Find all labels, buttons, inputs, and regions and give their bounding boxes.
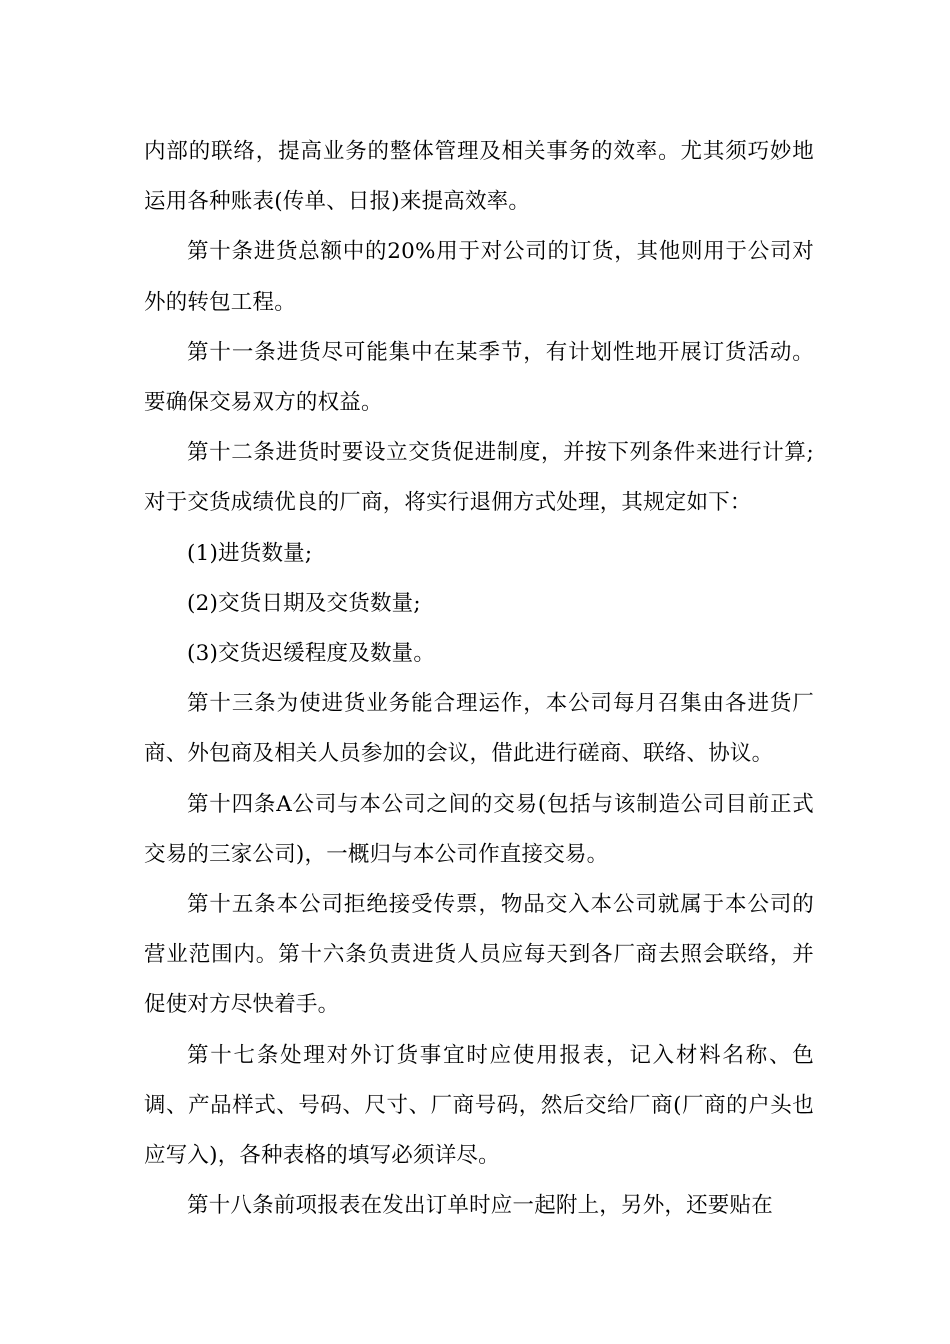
paragraph-article-13: 第十三条为使进货业务能合理运作，本公司每月召集由各进货厂商、外包商及相关人员参加的会议，借此进行磋商、联络、协议。 bbox=[144, 691, 814, 767]
paragraph-article-12: 第十二条进货时要设立交货促进制度，并按下列条件来进行计算;对于交货成绩优良的厂商，将实行退佣方式处理，其规定如下： bbox=[144, 440, 814, 516]
paragraph-article-14: 第十四条A公司与本公司之间的交易(包括与该制造公司目前正式交易的三家公司)，一概归与本公司作直接交易。 bbox=[144, 791, 814, 867]
list-item-2: (2)交货日期及交货数量; bbox=[187, 590, 421, 616]
paragraph-article-11: 第十一条进货尽可能集中在某季节，有计划性地开展订货活动。要确保交易双方的权益。 bbox=[144, 339, 814, 416]
paragraph-article-15-16: 第十五条本公司拒绝接受传票，物品交入本公司就属于本公司的营业范围内。第十六条负责进货人员应每天到各厂商去照会联络，并促使对方尽快着手。 bbox=[144, 892, 814, 1018]
paragraph-continuation: 内部的联络，提高业务的整体管理及相关事务的效率。尤其须巧妙地运用各种账表(传单、日报)来提高效率。 bbox=[144, 139, 814, 215]
paragraph-article-10: 第十条进货总额中的20%用于对公司的订货，其他则用于公司对外的转包工程。 bbox=[144, 239, 814, 315]
document-body bbox=[144, 127, 814, 1231]
paragraph-article-18: 第十八条前项报表在发出订单时应一起附上，另外，还要贴在 bbox=[187, 1193, 773, 1219]
list-item-3: (3)交货迟缓程度及数量。 bbox=[187, 641, 436, 667]
list-item-1: (1)进货数量; bbox=[187, 540, 313, 566]
paragraph-article-17: 第十七条处理对外订货事宜时应使用报表，记入材料名称、色调、产品样式、号码、尺寸、厂商号码，然后交给厂商(厂商的户头也应写入)，各种表格的填写必须详尽。 bbox=[144, 1042, 814, 1169]
